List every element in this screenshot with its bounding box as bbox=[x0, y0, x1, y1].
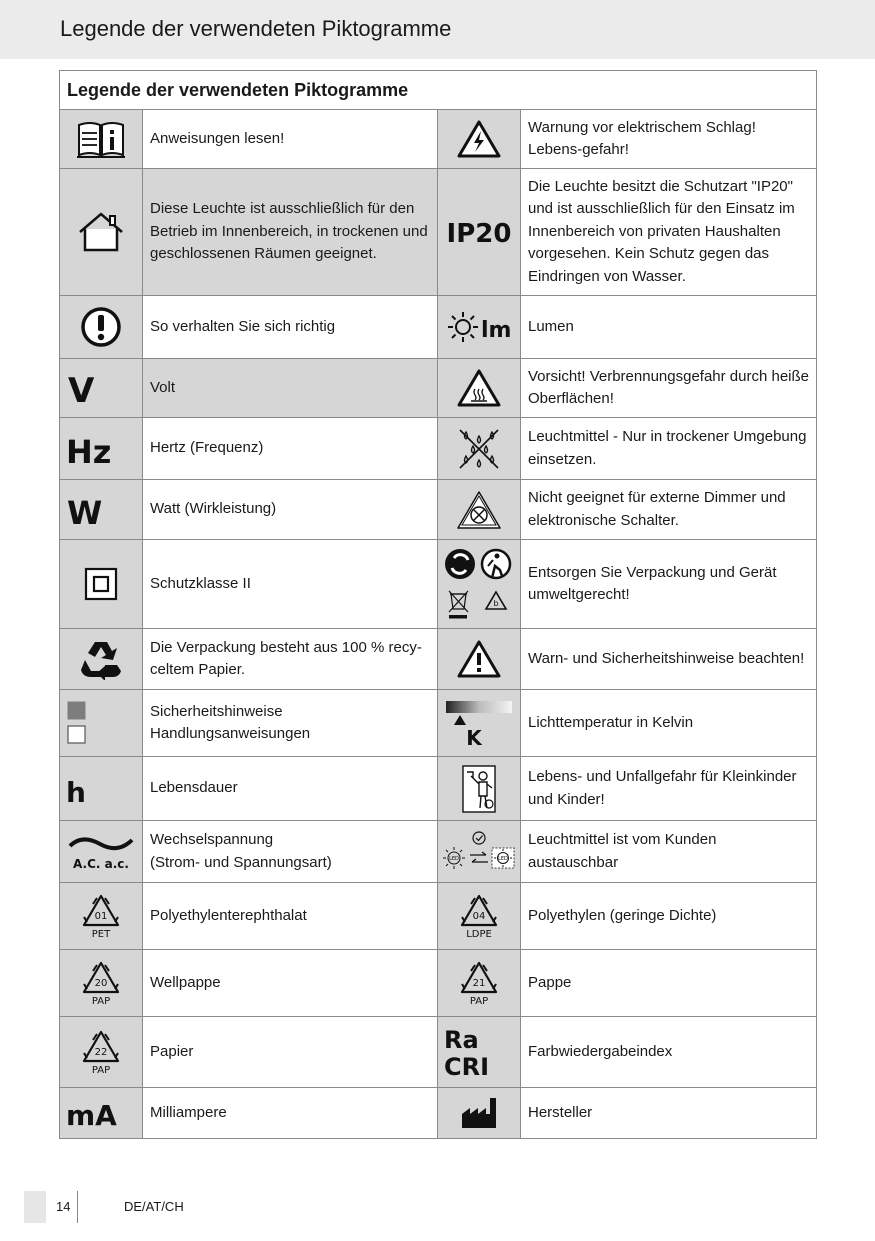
table-row bbox=[60, 110, 817, 169]
led-label-left: LED bbox=[449, 855, 459, 862]
lumen-icon bbox=[438, 296, 521, 359]
recycle-code: 21 bbox=[472, 978, 486, 989]
ip20-text: Die Leuchte besitzt die Schutzart "IP20" und ist ausschließlich für den Einsatz im Innenbereich von privaten Haushalten vorgesehen. Kein Schutz gegen das Eindringen von Wasser. bbox=[521, 169, 817, 296]
recycle-code: 20 bbox=[94, 978, 108, 989]
instructions-text: Anweisungen lesen! bbox=[143, 110, 438, 169]
exclamation-circle-icon bbox=[60, 296, 143, 359]
ra-cri-icon bbox=[438, 1017, 521, 1088]
led-label-right: LED bbox=[498, 855, 508, 862]
warning-triangle-icon bbox=[438, 629, 521, 690]
lifetime-text: Lebensdauer bbox=[143, 757, 438, 821]
dry-environment-icon bbox=[438, 418, 521, 480]
paper-text: Papier bbox=[143, 1017, 438, 1088]
disposal-code-label: b bbox=[493, 599, 499, 608]
table-row bbox=[60, 883, 817, 950]
cardboard-text: Pappe bbox=[521, 950, 817, 1017]
page-header: Legende der verwendeten Piktogramme bbox=[60, 16, 452, 41]
table-row bbox=[60, 296, 817, 359]
table-row bbox=[60, 690, 817, 757]
recycle-01-pet-icon bbox=[60, 883, 143, 950]
table-title: Legende der verwendeten Piktogramme bbox=[60, 71, 817, 110]
no-dimmer-text: Nicht geeignet für externe Dimmer und elektronische Schalter. bbox=[521, 480, 817, 540]
hot-surface-warning-icon bbox=[438, 359, 521, 418]
recycle-abbr: LDPE bbox=[466, 929, 492, 940]
disposal-text: Entsorgen Sie Verpackung und Gerät umweltgerecht! bbox=[521, 540, 817, 629]
table-row bbox=[60, 359, 817, 418]
disposal-icons bbox=[438, 540, 521, 629]
ldpe-text: Polyethylen (geringe Dichte) bbox=[521, 883, 817, 950]
lumen-label: lm bbox=[481, 318, 512, 343]
corrugated-board-text: Wellpappe bbox=[143, 950, 438, 1017]
table-row bbox=[60, 169, 817, 296]
ip20-icon bbox=[438, 169, 521, 296]
table-row bbox=[60, 1088, 817, 1139]
cri-label: CRI bbox=[444, 1053, 490, 1080]
watt-text: Watt (Wirkleistung) bbox=[143, 480, 438, 540]
manufacturer-icon bbox=[438, 1088, 521, 1139]
recycling-icon bbox=[60, 629, 143, 690]
protection-class-2-icon bbox=[60, 540, 143, 629]
milliampere-icon bbox=[60, 1088, 143, 1139]
child-danger-text: Lebens- und Unfallgefahr für Kleinkinder und Kinder! bbox=[521, 757, 817, 821]
recycle-abbr: PAP bbox=[91, 996, 111, 1007]
kelvin-icon bbox=[438, 690, 521, 757]
house-icon bbox=[60, 169, 143, 296]
footer-divider bbox=[77, 1191, 78, 1223]
hours-label: h bbox=[66, 775, 86, 806]
watt-label: W bbox=[67, 493, 103, 530]
table-row bbox=[60, 418, 817, 480]
child-danger-icon bbox=[438, 757, 521, 821]
color-swatches-icon bbox=[60, 690, 143, 757]
table-row bbox=[60, 629, 817, 690]
legend-table bbox=[59, 70, 817, 1139]
recycle-04-ldpe-icon bbox=[438, 883, 521, 950]
region-label: DE/AT/CH bbox=[124, 1199, 184, 1214]
footer-marker bbox=[24, 1191, 46, 1223]
ac-text-line2: (Strom- und Spannungsart) bbox=[150, 853, 332, 871]
cri-text: Farbwiedergabeindex bbox=[521, 1017, 817, 1088]
dry-environment-text: Leuchtmittel - Nur in trockener Umgebung einsetzen. bbox=[521, 418, 817, 480]
recycle-21-pap-icon bbox=[438, 950, 521, 1017]
hertz-icon bbox=[60, 418, 143, 480]
electric-shock-text: Warnung vor elektrischem Schlag! Lebens-gefahr! bbox=[521, 110, 817, 169]
recycle-code: 04 bbox=[472, 911, 486, 922]
volt-text: Volt bbox=[143, 359, 438, 418]
no-dimmer-icon bbox=[438, 480, 521, 540]
recycled-paper-text: Die Verpackung besteht aus 100 % recy-celtem Papier. bbox=[143, 629, 438, 690]
watt-icon bbox=[60, 480, 143, 540]
hertz-label: Hz bbox=[66, 432, 112, 469]
table-row bbox=[60, 757, 817, 821]
safety-notes-text: Warn- und Sicherheitshinweise beachten! bbox=[521, 629, 817, 690]
swatches-text bbox=[143, 690, 438, 757]
recycle-20-pap-icon bbox=[60, 950, 143, 1017]
correct-behaviour-text: So verhalten Sie sich richtig bbox=[143, 296, 438, 359]
ip20-label: IP20 bbox=[446, 219, 512, 249]
manufacturer-text: Hersteller bbox=[521, 1088, 817, 1139]
table-row bbox=[60, 821, 817, 883]
table-row bbox=[60, 1017, 817, 1088]
table-row bbox=[60, 540, 817, 629]
indoor-use-text: Diese Leuchte ist ausschließlich für den Betrieb im Innenbereich, in trockenen und geschlossenen Räumen geeignet. bbox=[143, 169, 438, 296]
hertz-text: Hertz (Frequenz) bbox=[143, 418, 438, 480]
kelvin-text: Lichttemperatur in Kelvin bbox=[521, 690, 817, 757]
pet-text: Polyethylenterephthalat bbox=[143, 883, 438, 950]
table-title-row bbox=[60, 71, 817, 110]
page-number: 14 bbox=[56, 1199, 71, 1214]
ac-label: A.C. a.c. bbox=[73, 856, 129, 871]
replaceable-led-text: Leuchtmittel ist vom Kunden austauschbar bbox=[521, 821, 817, 883]
milliampere-text: Milliampere bbox=[143, 1088, 438, 1139]
recycle-abbr: PET bbox=[91, 929, 111, 940]
electric-shock-warning-icon bbox=[438, 110, 521, 169]
book-info-icon bbox=[60, 110, 143, 169]
recycle-code: 01 bbox=[94, 911, 108, 922]
volt-icon bbox=[60, 359, 143, 418]
lumen-text: Lumen bbox=[521, 296, 817, 359]
action-instructions-label: Handlungsanweisungen bbox=[150, 725, 311, 742]
recycle-22-pap-icon bbox=[60, 1017, 143, 1088]
safety-instructions-label: Sicherheitshinweise bbox=[150, 702, 283, 720]
ra-label: Ra bbox=[444, 1026, 479, 1054]
volt-label: V bbox=[68, 371, 95, 408]
recycle-abbr: PAP bbox=[469, 996, 489, 1007]
hot-surface-text: Vorsicht! Verbrennungsgefahr durch heiße Oberflächen! bbox=[521, 359, 817, 418]
replaceable-led-icon bbox=[438, 821, 521, 883]
kelvin-label: K bbox=[466, 726, 482, 748]
recycle-code: 22 bbox=[94, 1047, 108, 1058]
table-row bbox=[60, 480, 817, 540]
table-row bbox=[60, 950, 817, 1017]
ac-text bbox=[143, 821, 438, 883]
alternating-current-icon bbox=[60, 821, 143, 883]
recycle-abbr: PAP bbox=[91, 1065, 111, 1076]
milliampere-label: mA bbox=[66, 1099, 117, 1131]
protection-class-text: Schutzklasse II bbox=[143, 540, 438, 629]
hours-icon bbox=[60, 757, 143, 821]
ac-text-line1: Wechselspannung bbox=[150, 831, 274, 848]
